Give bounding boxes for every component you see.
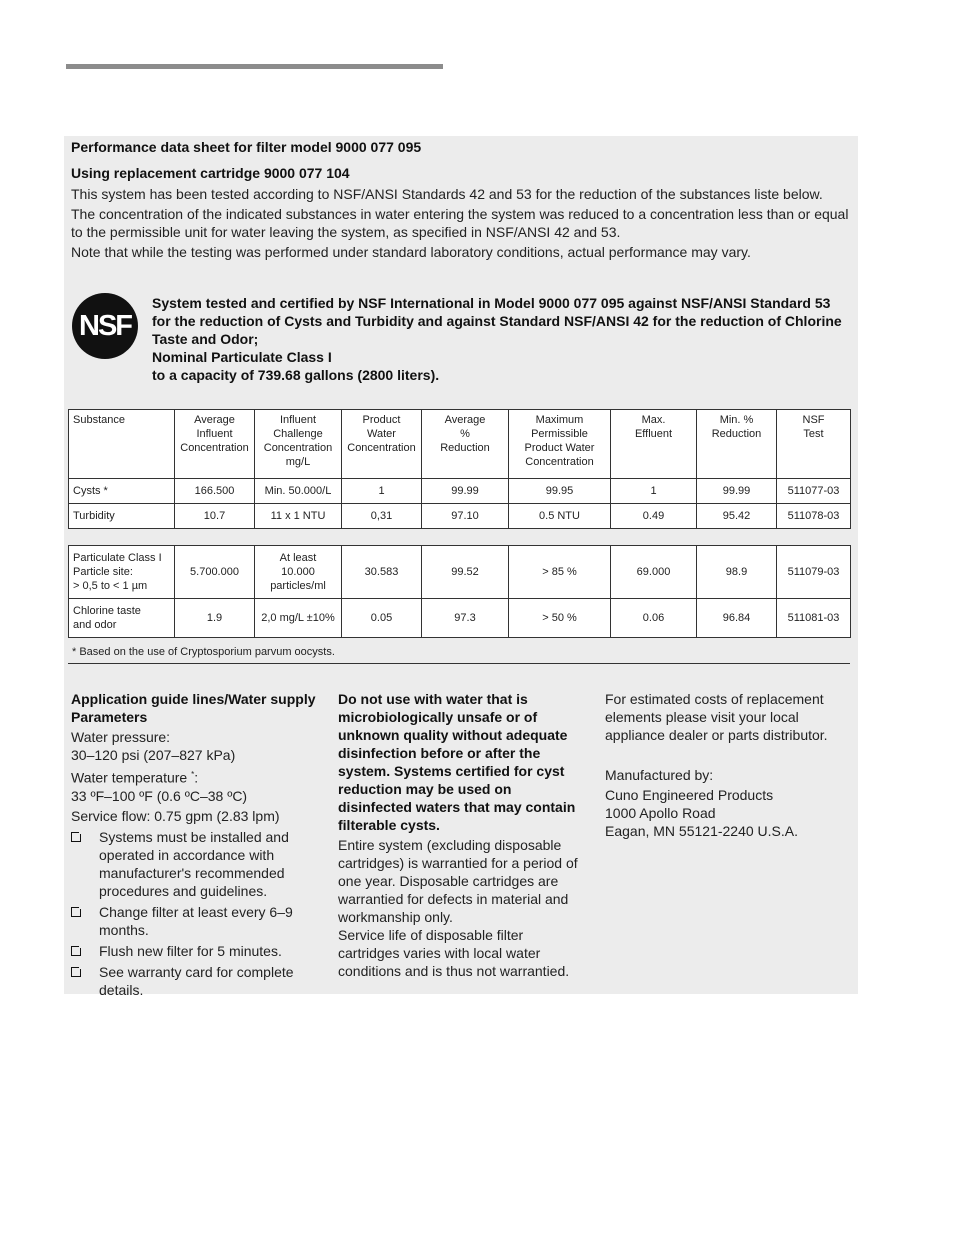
table-cell: 97.3 [422,599,509,638]
service-flow: Service flow: 0.75 gpm (2.83 lpm) [71,807,280,824]
table-cell: Cysts * [69,479,175,504]
intro-paragraph-2: The concentration of the indicated substances in water entering the system was reduced to a concentration less than or equal to the permissible unit for water leaving the system, as specified in NSF/ANSI 42 and 53. [71,206,849,240]
table-cell: 0.06 [611,599,697,638]
table-cell: 96.84 [697,599,777,638]
nsf-certification [152,294,852,384]
service-life-text: Service life of disposable filter cartridges varies with local water conditions and is thus not warrantied. [338,927,570,979]
manufacturer-column [605,690,850,840]
table-cell: 99.99 [697,479,777,504]
nsf-certification-statement: System tested and certified by NSF International in Model 9000 077 095 against NSF/ANSI Standard 53 for the reduction of Cysts and Turbidity and against Standard NSF/ANSI 42 for the reduction of Chlorine Taste and Odor; [152,295,842,347]
table-cell: 1 [611,479,697,504]
table-cell: 0.49 [611,504,697,529]
intro-paragraph-3: Note that while the testing was performed under standard laboratory conditions, actual performance may vary. [71,244,751,260]
checkbox-bullet-icon [71,967,81,977]
table-cell: At least 10.000 particles/ml [255,546,342,599]
list-item: See warranty card for complete details. [71,963,321,999]
table-cell: 166.500 [175,479,255,504]
table-cell: 99.99 [422,479,509,504]
nsf-logo: NSF [72,293,138,359]
manufacturer-city: Eagan, MN 55121-2240 U.S.A. [605,823,799,839]
performance-table-2 [68,545,851,638]
header-avg-influent: Average Influent Concentration [175,410,255,479]
table-cell: 10.7 [175,504,255,529]
table-cell: 97.10 [422,504,509,529]
replacement-costs-text: For estimated costs of replacement elements please visit your local appliance dealer or parts distributor. [605,691,828,743]
table-cell: 98.9 [697,546,777,599]
manufactured-by-label: Manufactured by: [605,767,714,783]
header-avg-reduction: Average % Reduction [422,410,509,479]
checkbox-bullet-icon [71,946,81,956]
table-cell: Min. 50.000/L [255,479,342,504]
temperature-footnote-mark: * [191,770,195,779]
table-cell: 0.05 [342,599,422,638]
header-nsf-test: NSF Test [777,410,851,479]
intro-paragraph-1: This system has been tested according to NSF/ANSI Standards 42 and 53 for the reduction of the substances liste below. [71,186,823,202]
checkbox-bullet-icon [71,907,81,917]
table-cell: > 50 % [509,599,611,638]
application-guidelines-column [71,690,321,999]
header-max-permissible: Maximum Permissible Product Water Concentration [509,410,611,479]
table-cell: 0,31 [342,504,422,529]
water-temperature-value: 33 ºF–100 ºF (0.6 ºC–38 ºC) [71,787,248,804]
table-cell: Turbidity [69,504,175,529]
table-cell: 2,0 mg/L ±10% [255,599,342,638]
table-header-row [69,410,851,479]
table-cell: 1 [342,479,422,504]
list-item: Change filter at least every 6–9 months. [71,903,321,939]
manufacturer-street: 1000 Apollo Road [605,805,716,821]
table-row [69,546,851,599]
water-pressure-value: 30–120 psi (207–827 kPa) [71,747,236,763]
water-temperature-label: Water temperature *: [71,769,199,786]
table-cell: 511077-03 [777,479,851,504]
safety-warning: Do not use with water that is microbiologically unsafe or of unknown quality without adequate disinfection before or after the system. Systems certified for cyst reduction may be used on disinfected waters that may contain filterable cysts. [338,691,576,833]
header-min-reduction: Min. % Reduction [697,410,777,479]
table-cell: Particulate Class I Particle site: > 0,5 to < 1 µm [69,546,175,599]
table-row [69,479,851,504]
table-cell: 99.52 [422,546,509,599]
table-cell: 1.9 [175,599,255,638]
header-product-water: Product Water Concentration [342,410,422,479]
guidelines-title: Application guide lines/Water supply Parameters [71,691,316,725]
warranty-text: Entire system (excluding disposable cartridges) is warrantied for a period of one year. Disposable cartridges are warrantied for defects in material and workmanship only. [338,837,578,925]
header-substance: Substance [69,410,175,479]
header-rule [66,64,443,69]
nsf-capacity: to a capacity of 739.68 gallons (2800 liters). [152,367,440,383]
table-row [69,504,851,529]
table-cell: 511079-03 [777,546,851,599]
performance-table-1 [68,409,851,529]
table-cell: 69.000 [611,546,697,599]
table-cell: 95.42 [697,504,777,529]
table-cell: 5.700.000 [175,546,255,599]
list-item: Systems must be installed and operated in accordance with manufacturer's recommended procedures and guidelines. [71,828,321,900]
table-cell: > 85 % [509,546,611,599]
list-item: Flush new filter for 5 minutes. [71,942,321,960]
cartridge-subtitle: Using replacement cartridge 9000 077 104 [71,165,350,181]
table-cell: 30.583 [342,546,422,599]
header-influent-challenge: Influent Challenge Concentration mg/L [255,410,342,479]
water-pressure-label: Water pressure: [71,729,171,745]
table-row [69,599,851,638]
nsf-particulate-class: Nominal Particulate Class I [152,349,332,365]
table-cell: 99.95 [509,479,611,504]
table-cell: 511078-03 [777,504,851,529]
table-cell: 11 x 1 NTU [255,504,342,529]
table-footnote: * Based on the use of Cryptosporium parvum oocysts. [72,646,335,658]
datasheet-title: Performance data sheet for filter model 9000 077 095 [71,139,422,155]
section-divider [68,663,850,664]
table-cell: Chlorine taste and odor [69,599,175,638]
table-cell: 0.5 NTU [509,504,611,529]
header-max-effluent: Max. Effluent [611,410,697,479]
table-cell: 511081-03 [777,599,851,638]
manufacturer-name: Cuno Engineered Products [605,787,774,803]
checkbox-bullet-icon [71,832,81,842]
warnings-column [338,690,588,980]
